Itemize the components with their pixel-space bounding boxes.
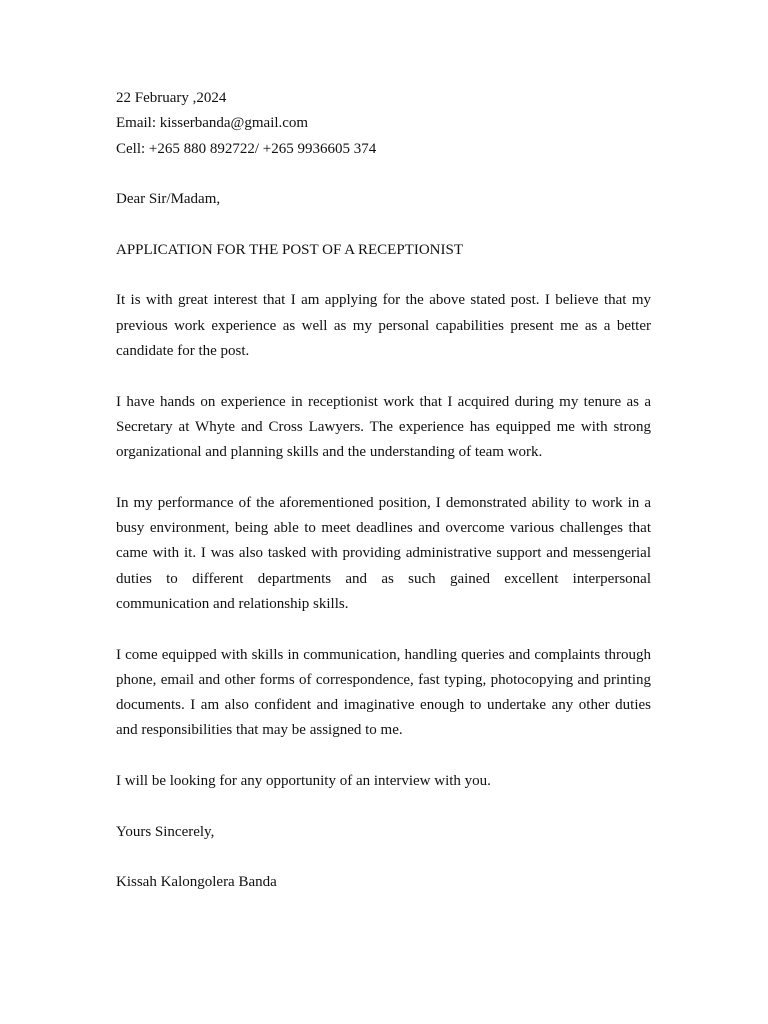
- letter-subject: APPLICATION FOR THE POST OF A RECEPTIONIST: [116, 241, 463, 258]
- cover-letter: [116, 86, 651, 896]
- letter-header: [116, 86, 651, 162]
- salutation: Dear Sir/Madam,: [116, 191, 221, 208]
- closing-statement: I will be looking for any opportunity of an interview with you.: [116, 773, 491, 790]
- body-paragraph-4: I come equipped with skills in communication, handling queries and complaints through phone, email and other forms of correspondence, fast typing, photocopying and printing documents. I am also confident and imaginative enough to undertake any other duties and responsibilities that may be assigned to me.: [116, 646, 651, 739]
- body-paragraph-1: It is with great interest that I am applying for the above stated post. I believe that my previous work experience as well as my personal capabilities present me as a better candidate for the post.: [116, 292, 651, 359]
- letter-date: 22 February ,2024: [116, 90, 227, 106]
- signature-name: Kissah Kalongolera Banda: [116, 874, 277, 891]
- body-paragraph-3: In my performance of the aforementioned position, I demonstrated ability to work in a busy environment, being able to meet deadlines and overcome various challenges that came with it. I was also tasked with providing administrative support and messengerial duties to different departments and as such gained excellent interpersonal communication and relationship skills.: [116, 494, 651, 612]
- contact-email: Email: kisserbanda@gmail.com: [116, 115, 309, 132]
- contact-cell: Cell: +265 880 892722/ +265 9936605 374: [116, 140, 377, 157]
- body-paragraph-2: I have hands on experience in receptionist work that I acquired during my tenure as a Secretary at Whyte and Cross Lawyers. The experience has equipped me with strong organizational and planning skills and the understanding of team work.: [116, 393, 651, 461]
- sign-off: Yours Sincerely,: [116, 823, 215, 840]
